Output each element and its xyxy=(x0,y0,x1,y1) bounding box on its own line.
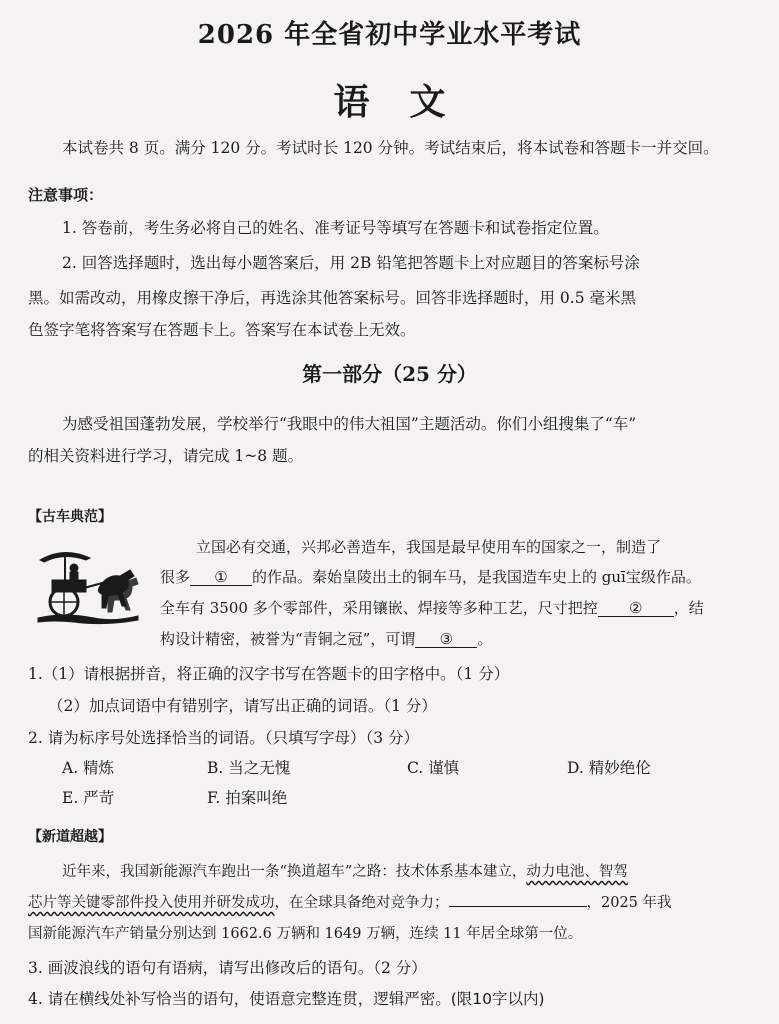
chariot-illustration xyxy=(34,546,144,630)
subject-title: 语文 xyxy=(333,81,486,123)
passage2-line-3: 国新能源汽车产销量分别达到 1662.6 万辆和 1649 万辆，连续 11 年居全球第一位。 xyxy=(28,926,583,942)
wavy-sentence: 芯片等关键零部件投入使用并研发成功 xyxy=(28,895,275,911)
option-e: E. 严苛 xyxy=(62,789,115,807)
question-1-1: 1.（1）请根据拼音，将正确的汉字书写在答题卡的田字格中。（1 分） xyxy=(28,665,510,683)
passage1-line-3 xyxy=(160,597,704,618)
passage2-text: 近年来，我国新能源汽车跑出一条“换道超车”之路：技术体系基本建立， xyxy=(62,864,527,880)
question-2: 2. 请为标序号处选择恰当的词语。（只填写字母）（3 分） xyxy=(28,729,420,747)
passage2-text: ，2025 年我 xyxy=(586,895,672,911)
part-title: 第一部分（25 分） xyxy=(302,362,477,386)
passage1-text: ，结 xyxy=(673,599,704,617)
passage1-text: 全车有 3500 多个零部件，采用镶嵌、焊接等多种工艺，尺寸把控 xyxy=(160,599,598,617)
passage1-line-1: 立国必有交通，兴邦必善造车，我国是最早使用车的国家之一，制造了 xyxy=(196,538,662,556)
question-4 xyxy=(28,987,545,1009)
passage1-text: 的作品。秦始皇陵出土的铜车马，是我国造车史上的 guī宝级作品。 xyxy=(252,568,701,586)
option-c: C. 谨慎 xyxy=(407,759,460,777)
blank-1[interactable]: ① xyxy=(190,569,252,586)
notice-item-2-line-1: 2. 回答选择题时，选出每小题答案后，用 2B 铅笔把答题卡上对应题目的答案标号涂 xyxy=(62,254,640,272)
part-context-line-1: 为感受祖国蓬勃发展，学校举行“我眼中的伟大祖国”主题活动。你们小组搜集了“车” xyxy=(62,415,637,433)
blank-2[interactable]: ② xyxy=(598,600,674,617)
option-a: A. 精炼 xyxy=(62,759,115,777)
passage2-line-1 xyxy=(62,860,628,881)
passage1-line-2 xyxy=(160,566,701,587)
question-4-text: 4. 请在横线处补写恰当的语句，使语意完整连贯，逻辑严密。 xyxy=(28,990,451,1008)
option-d: D. 精妙绝伦 xyxy=(567,759,651,777)
passage1-line-4 xyxy=(160,628,492,649)
blank-3[interactable]: ③ xyxy=(415,631,477,648)
question-1-2: （2）加点词语中有错别字，请写出正确的词语。（1 分） xyxy=(48,697,437,715)
notice-heading: 注意事项： xyxy=(28,186,104,204)
wavy-sentence: 动力电池、智驾 xyxy=(526,864,628,880)
option-b: B. 当之无愧 xyxy=(207,759,291,777)
part-context-line-2: 的相关资料进行学习，请完成 1~8 题。 xyxy=(28,447,304,465)
exam-title: 2026 年全省初中学业水平考试 xyxy=(197,20,582,50)
section-heading-new-road: 【新道超越】 xyxy=(28,829,112,845)
blank-4[interactable] xyxy=(449,906,587,907)
section-heading-ancient-chariot: 【古车典范】 xyxy=(28,509,112,525)
option-f: F. 拍案叫绝 xyxy=(207,789,288,807)
question-3: 3. 画波浪线的语句有语病，请写出修改后的语句。（2 分） xyxy=(28,959,427,977)
notice-item-2-line-3: 色签字笔将答案写在答题卡上。答案写在本试卷上无效。 xyxy=(28,321,416,339)
passage2-line-2 xyxy=(28,891,672,912)
passage1-text: 。 xyxy=(477,630,493,648)
passage1-text: 很多 xyxy=(160,568,191,586)
notice-item-2-line-2: 黑。如需改动，用橡皮擦干净后，再选涂其他答案标号。回答非选择题时，用 0.5 毫米黑 xyxy=(28,289,637,307)
question-4-note: (限10字以内) xyxy=(450,990,545,1008)
passage1-text: 构设计精密，被誉为“青铜之冠”，可谓 xyxy=(160,630,416,648)
notice-item-1: 1. 答卷前，考生务必将自己的姓名、准考证号等填写在答题卡和试卷指定位置。 xyxy=(62,219,609,237)
passage2-text: ，在全球具备绝对竞争力； xyxy=(274,895,449,911)
exam-intro: 本试卷共 8 页。满分 120 分。考试时长 120 分钟。考试结束后，将本试卷和答题卡一并交回。 xyxy=(62,139,719,157)
